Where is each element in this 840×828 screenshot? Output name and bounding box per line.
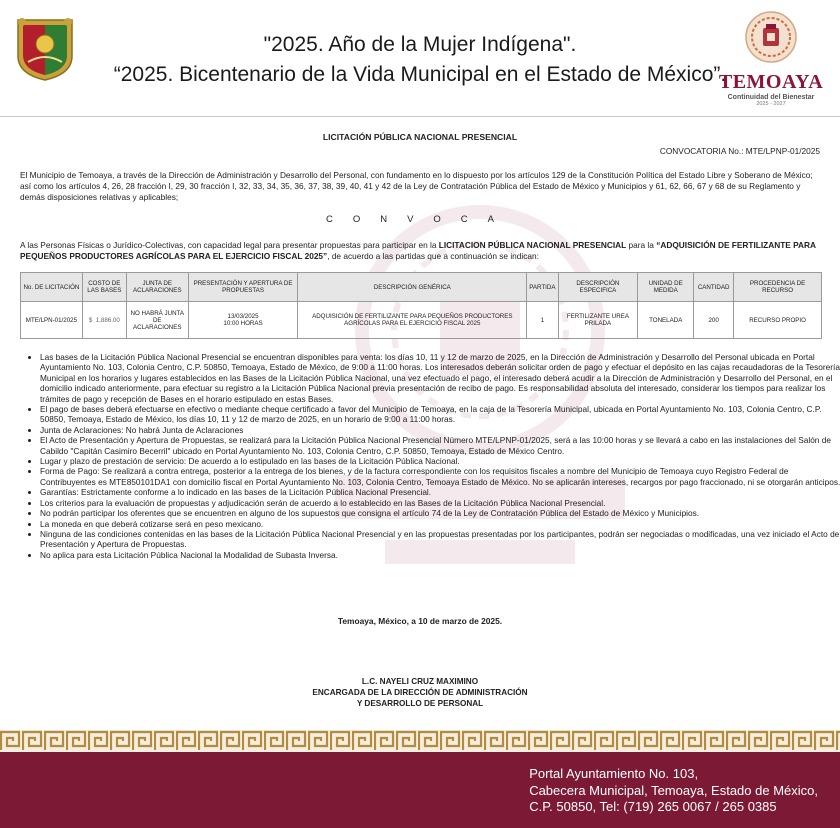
cell-especifica: FERTILIZANTE UREA PRILADA [558,302,638,339]
brand-name: TEMOAYA [718,71,824,93]
motto-line-2: “2025. Bicentenario de la Vida Municipal en el Estado de México”. [113,63,727,86]
cell-procedencia: RECURSO PROPIO [734,302,822,339]
column-header: DESCRIPCIÓN GENÉRICA [298,273,527,302]
header-mottos [110,30,730,90]
column-header: DESCRIPCIÓN ESPECIFICA [558,273,638,302]
invitation-paragraph [20,240,822,262]
list-item: • Las bases de la Licitación Pública Nacional Presencial se encuentran disponibles para venta: los días 10, 11 y 12 de marzo de 2025, en la Dirección de Administración y Desarrollo del Personal ubicada en Portal Ayuntamiento No. 103, Colonia Centro, C.P. 50850, Temoaya, Estado de México, de 9:00 a 11:00 horas. Los interesados deberán solicitar orden de pago y efectuar el depósito en las cajas recaudadoras de la Tesorería Municipal en los horarios y lugares establecidos en las Bases de la Licitación Pública Nacional, una vez efectuado el pago, el interesado deberá acudir a la Dirección de Administración y Desarrollo del Personal, en el domicilio indicado anteriormente, para efectuar su registro a la Licitación Pública Nacional previa presentación de recibo de pago. Es responsabilidad absoluta del interesado, considerar los tiempos para realizar los trámites de pago y recepción de Bases en el horario estipulado en estas Bases. [40,352,840,404]
bases-list [20,352,840,560]
column-header: No. DE LICITACIÓN [21,273,83,302]
document-title: LICITACIÓN PÚBLICA NACIONAL PRESENCIAL [322,132,518,142]
column-header: PARTIDA [527,273,558,302]
list-item: • Junta de Aclaraciones: No habrá Junta de Aclaraciones [40,425,840,435]
date-line: Temoaya, México, a 10 de marzo de 2025. [337,616,503,626]
cell-descripcion: ADQUISICIÓN DE FERTILIZANTE PARA PEQUEÑOS PRODUCTORES AGRÍCOLAS PARA EL EJERCICIO FISCAL 2025 [298,302,527,339]
currency-symbol: $ [88,316,93,324]
column-header: PRESENTACIÓN Y APERTURA DE PROPUESTAS [188,273,298,302]
footer-address [529,766,818,816]
presentation-date: 13/03/2025 [227,313,259,320]
invitation-end: , de acuerdo a las partidas que a continuación se indican: [327,251,539,262]
cell-costo [82,302,126,339]
list-item: • El Acto de Presentación y Apertura de Propuestas, se realizará para la Licitación Pública Nacional Presencial Número MTE/LPNP-01/2025, será a las 10:00 horas y se llevará a cabo en las instalaciones del Salón de Cabildo "Capitán Casimiro Becerril" ubicado en Portal Ayuntamiento No. 103, Colonia Centro, C.P. 50850, Temoaya, Estado de México Centro. [40,435,840,456]
footer-line: Portal Ayuntamiento No. 103, [529,766,699,781]
greca-pattern [0,730,840,752]
list-item: • No podrán participar los oferentes que se encuentren en alguno de los supuestos que consigna el artículo 74 de la Ley de Contratación Pública del Estado de México y Municipios. [40,508,840,518]
cell-presentacion [188,302,298,339]
signer-name: L.C. NAYELI CRUZ MAXIMINO [361,677,479,686]
motto-line-1: "2025. Año de la Mujer Indígena". [263,33,577,56]
column-header: UNIDAD DE MEDIDA [638,273,694,302]
brand-tagline: Continuidad del Bienestar [727,94,815,101]
intro-paragraph: El Municipio de Temoaya, a través de la Dirección de Administración y Desarrollo del Personal, con fundamento en lo dispuesto por los artículos 129 de la Constitución Política del Estado Libre y Soberano de México; así como los artículos 4, 26, 28 fracción I, 29, 30 fracción I, 32, 33, 34, 35, 36, 37, 38, 39, 40, 41 y 42 de la Ley de Contratación Pública del Estado de México y Municipios y 61, 62, 66, 67 y 68 de su Reglamento y demás disposiciones relativas y aplicables; [20,170,813,203]
list-item: • Ninguna de las condiciones contenidas en las bases de la Licitación Pública Nacional Presencial y en las propuestas presentadas por los participantes, podrán ser negociadas o modificadas, una vez iniciado el Acto de Presentación y Apertura de Propuestas. [40,529,840,550]
list-item: • Lugar y plazo de prestación de servicio: De acuerdo a lo estipulado en las bases de la Licitación Pública Nacional. [40,456,840,466]
invitation-bold-1: LICITACION PÚBLICA NACIONAL PRESENCIAL [438,240,627,250]
signer-role: Y DESARROLLO DE PERSONAL [356,699,484,709]
cell-junta: NO HABRÁ JUNTA DE ACLARACIONES [126,302,188,339]
signer-role: ENCARGADA DE LA DIRECCIÓN DE ADMINISTRACIÓN [312,688,528,698]
signature-block [0,676,840,710]
column-header: JUNTA DE ACLARACIONES [126,273,188,302]
convoca-heading: CONVOCA [325,214,515,225]
temoaya-brand [716,10,826,107]
column-header: PROCEDENCIA DE RECURSO [734,273,822,302]
footer-line: Cabecera Municipal, Temoaya, Estado de México, [529,782,818,798]
table-header-row [21,273,822,302]
list-item: • No aplica para esta Licitación Pública Nacional la Modalidad de Subasta Inversa. [40,550,840,560]
invitation-start: A las Personas Físicas o Jurídico-Colectivas, con capacidad legal para presentar propuestas para participar en la [20,240,439,250]
cell-partida: 1 [527,302,558,339]
invitation-bold-2: “ADQUISICIÓN DE FERTILIZANTE PARA PEQUEÑOS PRODUCTORES AGRÍCOLAS PARA EL EJERCICIO FISCAL 2025” [20,240,816,262]
invitation-mid: para la [626,240,657,250]
table-row [21,302,822,339]
list-item: • Forma de Pago: Se realizará a contra entrega, posterior a la entrega de los bienes, y de la factura correspondiente con los requisitos fiscales a nombre del Municipio de Temoaya cuyo Registro Federal de Contribuyentes es MTE850101DA1 con domicilio fiscal en Portal Ayuntamiento No. 103, Colonia Centro, Temoaya Estado de México. No se aplicarán intereses, recargos por pago fraccionado, ni se otorgarán anticipos. [40,466,840,487]
page-header [0,0,840,118]
list-item: • Garantías: Estrictamente conforme a lo indicado en las bases de la Licitación Pública Nacional Presencial. [40,487,840,497]
partidas-table [20,272,822,339]
cell-unidad: TONELADA [638,302,694,339]
footer-line: C.P. 50850, Tel: (719) 265 0067 / 265 0385 [529,799,777,814]
list-item: • El pago de bases deberá efectuarse en efectivo o mediante cheque certificado a favor del Municipio de Temoaya, en la caja de la Tesorería Municipal, ubicada en Portal Ayuntamiento No. 103, Colonia Centro, C.P. 50850, Temoaya, Estado de México, los días 10, 11 y 12 de marzo de 2025, en un horario de 9:00 a 11:00 horas. [40,404,840,425]
cell-numero: MTE/LPN-01/2025 [21,302,83,339]
convocatoria-number: CONVOCATORIA No.: MTE/LPNP-01/2025 [659,146,820,156]
header-divider [0,116,840,117]
presentation-time: 10:00 HORAS [223,320,263,327]
state-shield-icon [14,16,76,82]
column-header: COSTO DE LAS BASES [82,273,126,302]
column-header: CANTIDAD [694,273,734,302]
cost-value: 1,886.00 [95,316,120,324]
list-item: • La moneda en que deberá cotizarse será en peso mexicano. [40,519,840,529]
list-item: • Los criterios para la evaluación de propuestas y adjudicación serán de acuerdo a lo establecido en las Bases de la Licitación Pública Nacional Presencial. [40,498,840,508]
page-footer [0,752,840,828]
brand-years: 2025 - 2027 [756,101,786,107]
cell-cantidad: 200 [694,302,734,339]
temoaya-emblem-icon [744,10,798,64]
